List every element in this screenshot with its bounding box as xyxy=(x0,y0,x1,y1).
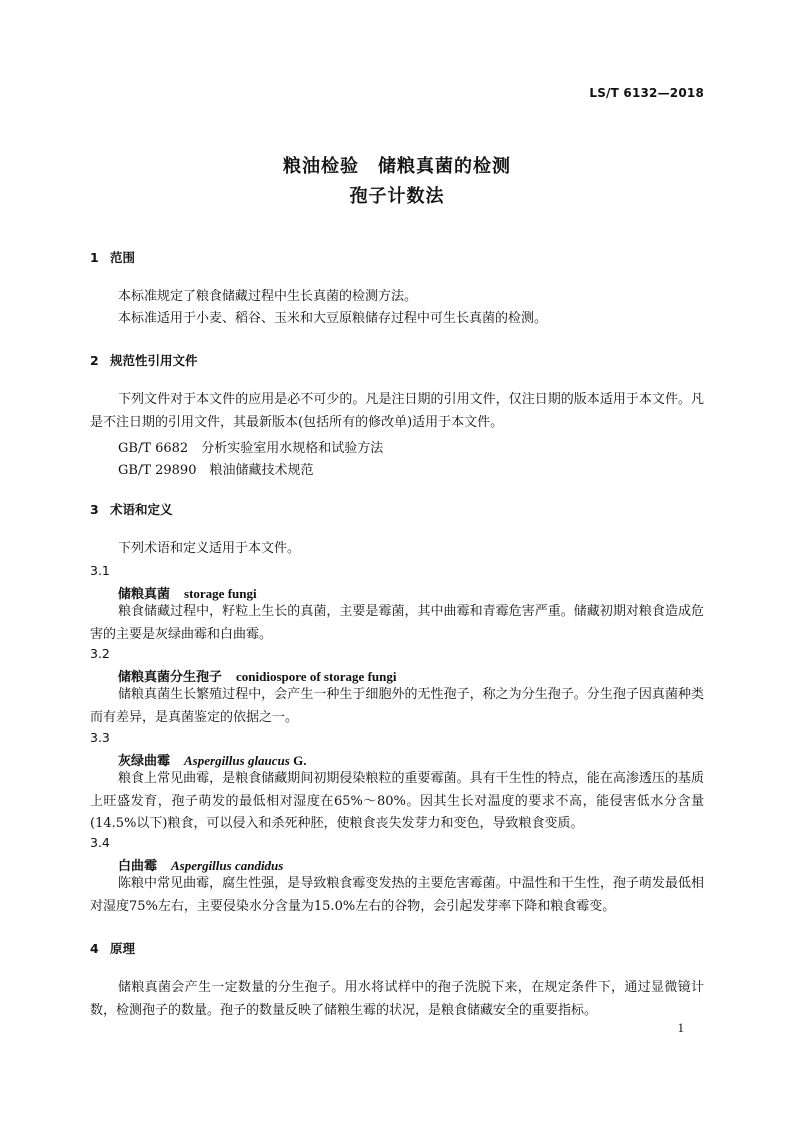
section-title: 术语和定义 xyxy=(110,502,173,517)
term-zh: 白曲霉 xyxy=(118,859,158,874)
section-number: 2 xyxy=(90,353,99,368)
reference-item: GB/T 6682 分析实验室用水规格和试验方法 xyxy=(118,441,384,456)
clause-number: 3.1 xyxy=(90,563,110,578)
paragraph: 本标准规定了粮食储藏过程中生长真菌的检测方法。 xyxy=(118,289,418,304)
section-heading-scope xyxy=(90,248,135,266)
paragraph: 储粮真菌会产生一定数量的分生孢子。用水将试样中的孢子洗脱下来，在规定条件下，通过显微镜计数，检测孢子的数量。孢子的数量反映了储粮生霉的状况，是粮食储藏安全的重要指标。 xyxy=(90,980,704,1018)
document-title: 粮油检验 储粮真菌的检测 xyxy=(283,156,511,177)
term-definition: 粮食上常见曲霉，是粮食储藏期间初期侵染粮粒的重要霉菌。具有干生性的特点，能在高渗透压的基质上旺盛发育，孢子萌发的最低相对湿度在65%～80%。因其生长对温度的要求不高，能侵害低水分含量(14.5%以下)粮食，可以侵入和杀死种胚，使粮食丧失发芽力和变色，导致粮食变质。 xyxy=(90,771,704,831)
document-subtitle: 孢子计数法 xyxy=(349,186,445,207)
page-number: 1 xyxy=(677,1020,684,1035)
section-heading-references xyxy=(90,351,198,369)
section-number: 3 xyxy=(90,502,99,517)
term-zh: 储粮真菌 xyxy=(118,587,171,602)
term-entry xyxy=(118,666,396,685)
section-heading-principle xyxy=(90,939,135,957)
term-en: storage fungi xyxy=(184,586,257,601)
term-definition: 粮食储藏过程中，籽粒上生长的真菌，主要是霉菌，其中曲霉和青霉危害严重。储藏初期对粮食造成危害的主要是灰绿曲霉和白曲霉。 xyxy=(90,604,704,642)
clause-number: 3.4 xyxy=(90,835,110,850)
section-number: 1 xyxy=(90,250,99,265)
standard-code: LS/T 6132—2018 xyxy=(589,86,704,100)
section-number: 4 xyxy=(90,941,99,956)
term-author: G. xyxy=(289,753,307,768)
term-zh: 灰绿曲霉 xyxy=(118,754,171,769)
paragraph: 本标准适用于小麦、稻谷、玉米和大豆原粮储存过程中可生长真菌的检测。 xyxy=(118,311,548,326)
section-heading-terms xyxy=(90,500,173,518)
term-zh: 储粮真菌分生孢子 xyxy=(118,670,223,685)
section-title: 范围 xyxy=(110,250,136,265)
reference-item: GB/T 29890 粮油储藏技术规范 xyxy=(118,463,314,478)
term-en: conidiospore of storage fungi xyxy=(236,669,397,684)
section-title: 规范性引用文件 xyxy=(110,353,198,368)
term-definition: 储粮真菌生长繁殖过程中，会产生一种生于细胞外的无性孢子，称之为分生孢子。分生孢子因真菌种类而有差异，是真菌鉴定的依据之一。 xyxy=(90,687,704,725)
term-entry xyxy=(118,750,306,769)
paragraph: 下列术语和定义适用于本文件。 xyxy=(118,541,301,556)
term-definition: 陈粮中常见曲霉，腐生性强，是导致粮食霉变发热的主要危害霉菌。中温性和干生性，孢子萌发最低相对湿度75%左右，主要侵染水分含量为15.0%左右的谷物，会引起发芽率下降和粮食霉变。 xyxy=(90,876,704,914)
term-entry xyxy=(118,855,283,874)
term-en: Aspergillus glaucus xyxy=(184,753,290,768)
paragraph: 下列文件对于本文件的应用是必不可少的。凡是注日期的引用文件，仅注日期的版本适用于本文件。凡是不注日期的引用文件，其最新版本(包括所有的修改单)适用于本文件。 xyxy=(90,392,704,430)
section-title: 原理 xyxy=(110,941,136,956)
clause-number: 3.3 xyxy=(90,730,110,745)
clause-number: 3.2 xyxy=(90,646,110,661)
term-en: Aspergillus candidus xyxy=(171,858,284,873)
term-entry xyxy=(118,583,257,602)
